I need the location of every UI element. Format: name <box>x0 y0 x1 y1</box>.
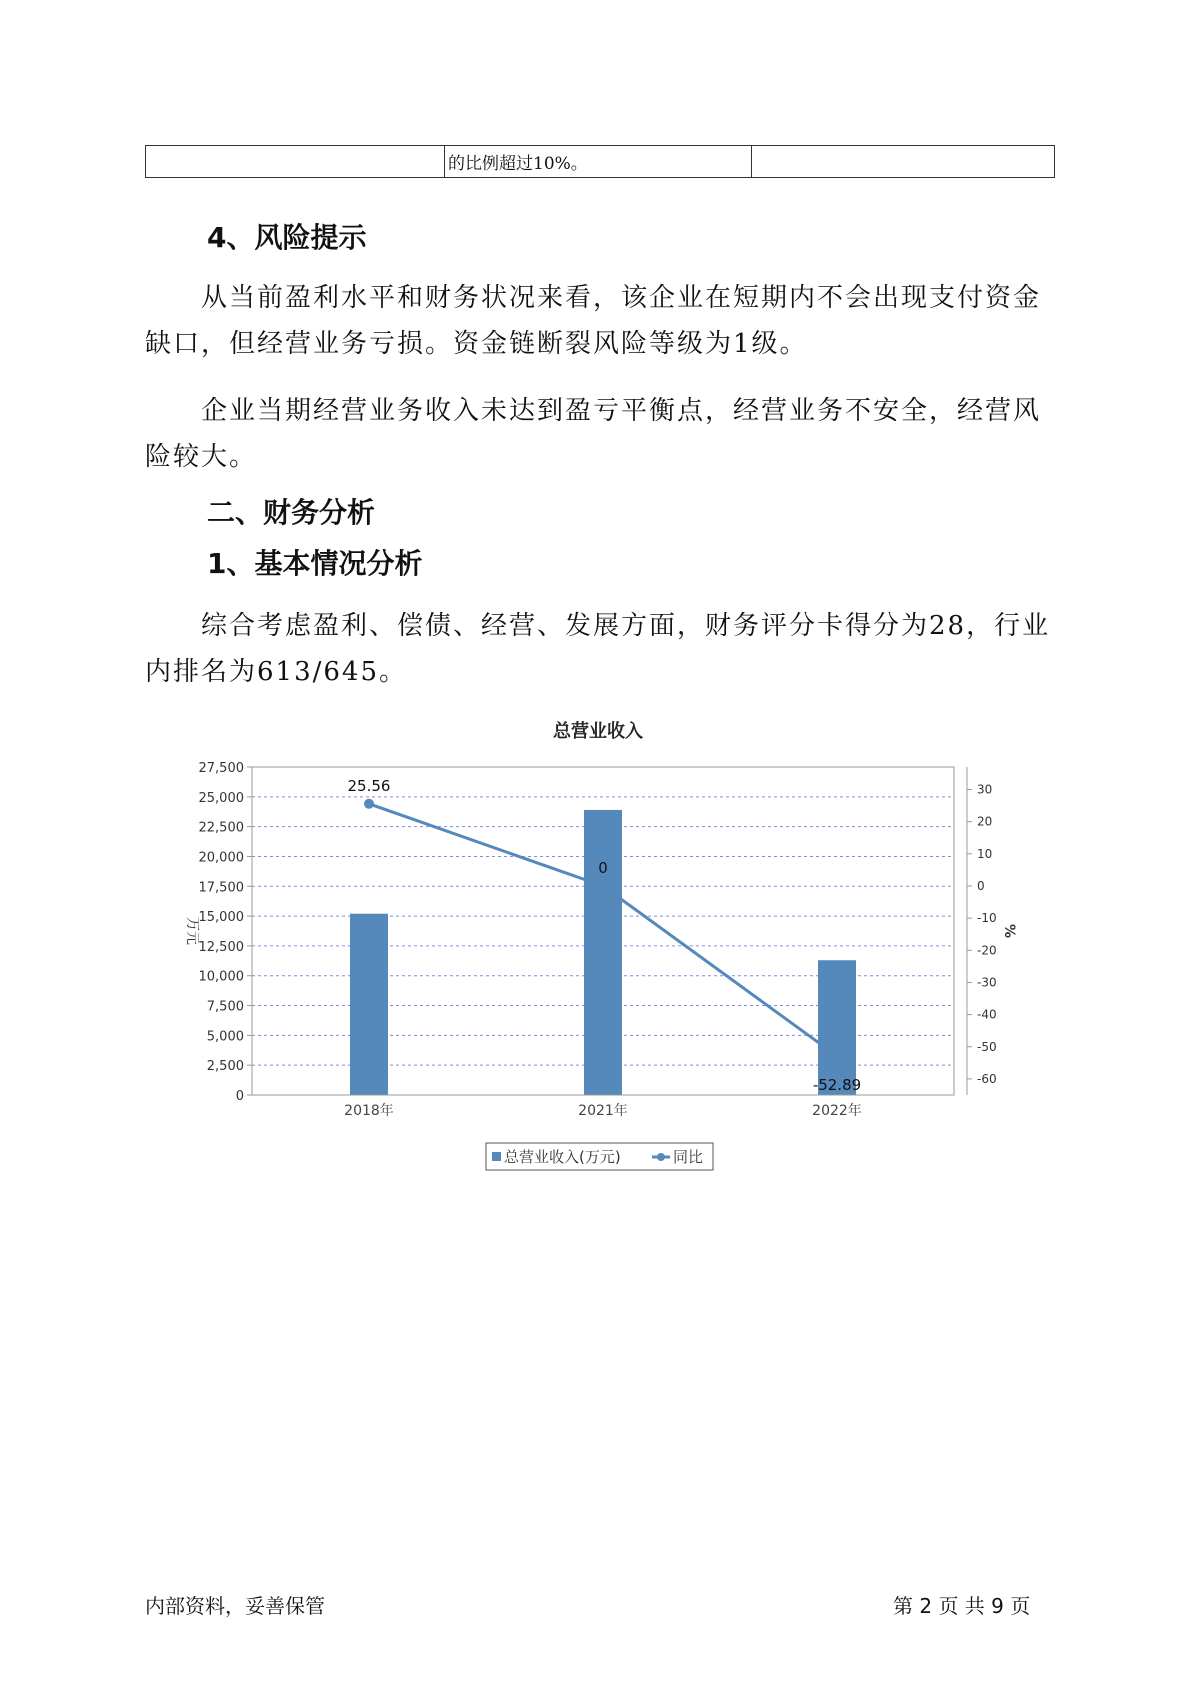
footer-page-number: 第 2 页 共 9 页 <box>893 1594 1031 1618</box>
y2-tick-label: -10 <box>977 911 997 926</box>
basic-analysis-title: 1、基本情况分析 <box>207 547 423 580</box>
footer-confidential: 内部资料，妥善保管 <box>145 1594 325 1618</box>
revenue-bar <box>350 914 388 1095</box>
left-axis-ticks <box>199 761 253 1104</box>
yoy-data-label: -52.89 <box>812 1076 862 1095</box>
legend-bar-swatch <box>492 1152 501 1161</box>
table-row <box>146 146 1055 178</box>
y2-tick-label: -30 <box>977 975 997 990</box>
y-tick-label: 15,000 <box>198 910 244 926</box>
y-tick-label: 17,500 <box>198 880 244 896</box>
yoy-data-label: 25.56 <box>347 776 391 795</box>
y2-tick-label: 10 <box>977 846 993 861</box>
y2-axis-label: % <box>1001 923 1017 939</box>
y-tick-label: 25,000 <box>198 790 244 806</box>
x-axis-ticks <box>344 1102 862 1119</box>
table-cell-2: 的比例超过10%。 <box>445 146 752 178</box>
y-axis-label: 万元 <box>184 917 200 945</box>
y-tick-label: 27,500 <box>198 761 244 776</box>
y-tick-label: 7,500 <box>206 999 244 1015</box>
risk-paragraph-1: 从当前盈利水平和财务状况来看，该企业在短期内不会出现支付资金缺口，但经营业务亏损。资金链断裂风险等级为1级。 <box>145 283 1042 359</box>
table-cell-1 <box>146 146 445 178</box>
y-tick-label: 2,500 <box>206 1059 244 1075</box>
legend-line-marker <box>657 1153 665 1161</box>
basic-analysis-paragraph: 综合考虑盈利、偿债、经营、发展方面，财务评分卡得分为28，行业内排名为613/645。 <box>145 611 1051 687</box>
y-tick-label: 0 <box>235 1089 244 1104</box>
x-tick-label: 2022年 <box>812 1103 862 1119</box>
y-tick-label: 10,000 <box>198 969 244 985</box>
y-tick-label: 20,000 <box>198 850 244 866</box>
x-tick-label: 2021年 <box>578 1103 628 1119</box>
bar-series <box>350 810 856 1095</box>
x-tick-label: 2018年 <box>344 1103 394 1119</box>
revenue-bar <box>584 810 622 1095</box>
table-cell-3 <box>752 146 1055 178</box>
chart-legend <box>486 1143 713 1170</box>
legend-line-label: 同比 <box>673 1148 704 1166</box>
continuation-table <box>145 145 1055 178</box>
yoy-point <box>364 799 374 809</box>
y-tick-label: 5,000 <box>206 1029 244 1045</box>
y-tick-label: 22,500 <box>198 820 244 836</box>
y2-tick-label: 0 <box>977 878 985 893</box>
y-tick-label: 12,500 <box>198 939 244 955</box>
finance-section-title: 二、财务分析 <box>207 496 376 529</box>
risk-section-title: 4、风险提示 <box>207 221 367 254</box>
y2-tick-label: -50 <box>977 1039 997 1054</box>
y2-tick-label: 30 <box>977 782 993 797</box>
revenue-chart <box>170 715 1040 1175</box>
risk-paragraph-2: 企业当期经营业务收入未达到盈亏平衡点，经营业务不安全，经营风险较大。 <box>145 396 1042 472</box>
y2-tick-label: -20 <box>977 943 997 958</box>
y2-tick-label: -60 <box>977 1071 997 1086</box>
right-axis-ticks <box>967 783 997 1086</box>
revenue-bar <box>818 960 856 1095</box>
chart-title: 总营业收入 <box>553 721 643 742</box>
y2-tick-label: -40 <box>977 1007 997 1022</box>
yoy-data-label: 0 <box>598 858 608 877</box>
legend-bar-label: 总营业收入(万元) <box>504 1148 621 1166</box>
y2-tick-label: 20 <box>977 814 993 829</box>
